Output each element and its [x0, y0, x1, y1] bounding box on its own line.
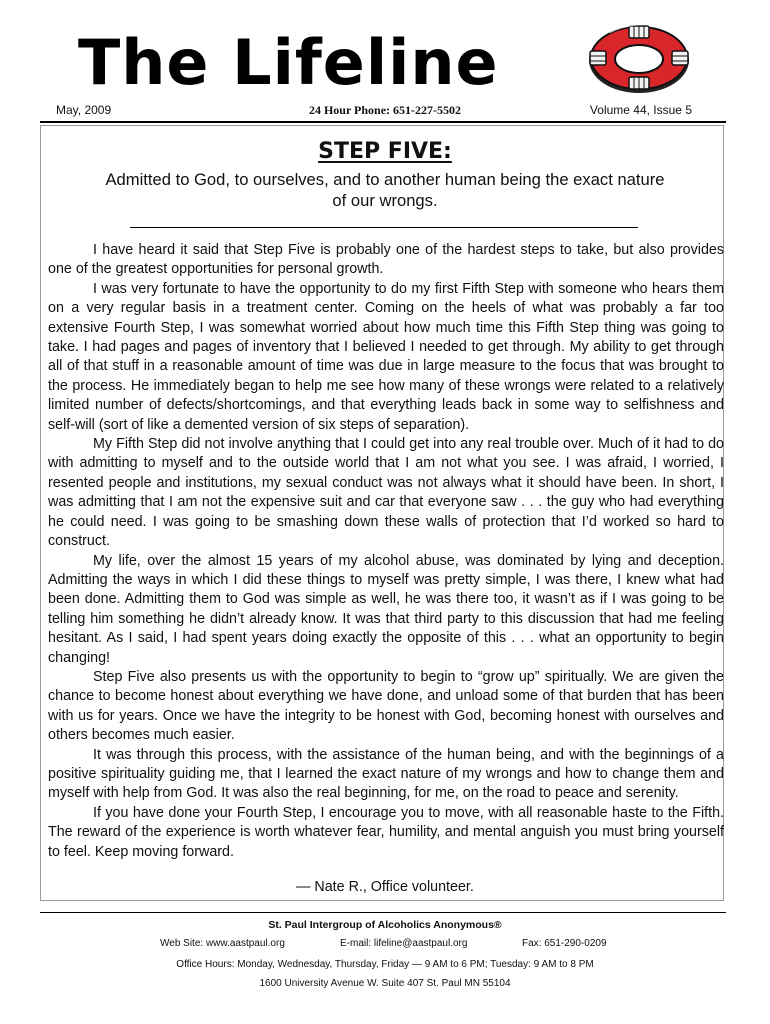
footer-address: 1600 University Avenue W. Suite 407 St. Paul MN 55104: [259, 978, 511, 989]
article-paragraph: It was through this process, with the assistance of the human being, and with the beginnings of a positive spirituality guiding me, that I learned the exact nature of my wrongs and how to change them and myself with help from God. It was also the real beginning, for me, on the road to peace and serenity.: [48, 746, 724, 802]
footer-website: Web Site: www.aastpaul.org: [160, 938, 285, 949]
life-ring-icon: [584, 20, 694, 96]
issue-date: May, 2009: [56, 103, 112, 117]
quote-divider: [130, 227, 638, 228]
article-signature: — Nate R., Office volunteer.: [296, 879, 474, 895]
hotline-phone: 24 Hour Phone: 651-227-5502: [308, 103, 462, 117]
article-paragraph: I was very fortunate to have the opportunity to do my first Fifth Step with someone who hears them on a very regular basis in a treatment center. Coming on the heels of what was probably a far too extensive Fourth Step, I was somewhat worried about how much time this Fifth Step thing was going to take. I had pages and pages of inventory that I believed I needed to get through. My ability to get through all of that stuff in a reasonable amount of time was due in large measure to the focus that was brought to the process. He immediately began to help me see how many of these wrongs were related to a relatively limited number of defects/shortcomings, and that everything leads back in some way to selfishness and self-will (sort of like a demented version of six steps of separation).: [48, 280, 724, 433]
step-heading: STEP FIVE:: [318, 139, 452, 164]
article-body: [48, 241, 724, 862]
footer-email: E-mail: lifeline@aastpaul.org: [340, 938, 468, 949]
footer-fax: Fax: 651-290-0209: [522, 938, 607, 949]
volume-issue: Volume 44, Issue 5: [589, 103, 692, 117]
newsletter-title: The Lifeline: [78, 26, 499, 99]
masthead-rule: [40, 121, 726, 123]
step-quote: Admitted to God, to ourselves, and to another human being the exact nature of our wrongs.: [105, 170, 665, 210]
article-paragraph: If you have done your Fourth Step, I encourage you to move, with all reasonable haste to the Fifth. The reward of the experience is worth whatever fear, humility, and mental anguish you must bring yourself to feel. Keep moving forward.: [48, 804, 724, 860]
article-paragraph: My life, over the almost 15 years of my alcohol abuse, was dominated by lying and deception. Admitting the ways in which I did these things to myself was pretty simple, I was there, I knew what had been done. Admitting them to God was simple as well, he was there too, it wasn’t as if I was going to be telling him something he didn’t already know. It was that third party to this discussion that had me feeling hesitant. As I said, I had spent years doing exactly the opposite of this . . . what an opportunity to begin changing!: [48, 552, 724, 666]
article-paragraph: Step Five also presents us with the opportunity to begin to “grow up” spiritually. We are given the chance to become honest about everything we have done, and unload some of that burden that has been with us for years. Once we have the integrity to be honest with God, becoming honest with ourselves and others becomes much easier.: [48, 668, 724, 744]
footer-organization: St. Paul Intergroup of Alcoholics Anonymous®: [268, 919, 502, 931]
article-paragraph: My Fifth Step did not involve anything that I could get into any real trouble over. Much of it had to do with admitting to myself and to the outside world that I am not what you see. I was afraid, I worried, I resented people and institutions, my sexual conduct was not always what it should have been. In short, I was admitting that I am not the expensive suit and car that everyone saw . . . the guy who had everything he could need. I was going to be smashing down these walls of protection that I’d worked so hard to construct.: [48, 436, 724, 550]
footer-office-hours: Office Hours: Monday, Wednesday, Thursday, Friday — 9 AM to 6 PM; Tuesday: 9 AM to 8 PM: [176, 959, 594, 970]
footer-rule: [40, 912, 726, 913]
article-paragraph: I have heard it said that Step Five is probably one of the hardest steps to take, but also provides one of the greatest opportunities for personal growth.: [48, 242, 724, 278]
